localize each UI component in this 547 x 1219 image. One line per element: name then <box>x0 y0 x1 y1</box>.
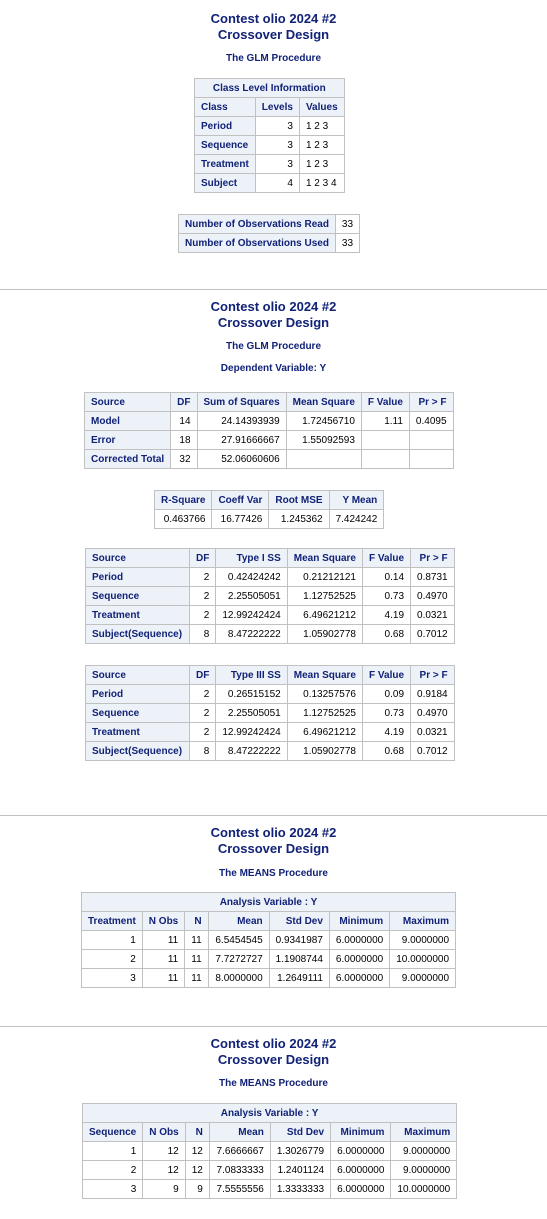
table-cell: 12.99242424 <box>216 606 287 625</box>
table-cell: 9.0000000 <box>390 969 456 988</box>
table-cell: 9.0000000 <box>391 1142 457 1161</box>
table-cell: 6.49621212 <box>287 606 362 625</box>
table-cell: 3 <box>82 969 143 988</box>
table-cell: 9 <box>143 1180 185 1199</box>
table-row <box>86 568 455 587</box>
table-cell: 1 <box>82 931 143 950</box>
table-cell: 11 <box>185 969 208 988</box>
table-cell: 2 <box>82 950 143 969</box>
table-cell: 6.0000000 <box>329 950 389 969</box>
table-cell: 0.8731 <box>411 568 455 587</box>
table-cell: 12 <box>143 1142 185 1161</box>
fit-statistics-table <box>154 490 384 529</box>
table-row <box>86 685 455 704</box>
table-cell: 1 2 3 <box>299 136 344 155</box>
table-cell: 12 <box>185 1161 209 1180</box>
table-row <box>85 412 454 431</box>
table-cell: 0.0321 <box>411 606 455 625</box>
row-header: Number of Observations Used <box>179 234 336 253</box>
table-cell: 0.68 <box>363 625 411 644</box>
table-cell: 1.05902778 <box>287 625 362 644</box>
report-section-2 <box>0 299 547 374</box>
table-caption: Analysis Variable : Y <box>82 893 456 912</box>
table-cell: 1.72456710 <box>286 412 361 431</box>
column-header: Source <box>85 393 171 412</box>
table-cell: 1.2649111 <box>269 969 329 988</box>
table-cell: 0.42424242 <box>216 568 287 587</box>
column-header: F Value <box>363 666 411 685</box>
row-header: Subject <box>195 174 256 193</box>
column-header: Levels <box>255 98 299 117</box>
column-header: Pr > F <box>411 666 455 685</box>
row-header: Period <box>86 568 190 587</box>
column-header: N Obs <box>143 1123 185 1142</box>
section-divider <box>0 289 547 290</box>
table-cell: 0.9184 <box>411 685 455 704</box>
table-row <box>82 969 456 988</box>
section-divider <box>0 815 547 816</box>
class-level-table <box>194 78 345 193</box>
table-cell: 1.12752525 <box>287 587 362 606</box>
report-title: Contest olio 2024 #2 <box>210 11 337 26</box>
table-cell: 2 <box>190 606 216 625</box>
procedure-name: The MEANS Procedure <box>219 868 328 879</box>
table-cell: 1.3026779 <box>270 1142 330 1161</box>
table-row <box>83 1161 457 1180</box>
table-cell: 0.9341987 <box>269 931 329 950</box>
table-cell: 2.25505051 <box>216 587 287 606</box>
table-row <box>195 136 345 155</box>
type1-ss-table <box>85 548 455 644</box>
column-header: Treatment <box>82 912 143 931</box>
table-cell <box>286 450 361 469</box>
table-cell: 1.55092593 <box>286 431 361 450</box>
table-cell: 12 <box>185 1142 209 1161</box>
report-subtitle: Crossover Design <box>217 1052 330 1067</box>
table-cell: 0.14 <box>363 568 411 587</box>
table-cell: 9.0000000 <box>391 1161 457 1180</box>
table-cell: 3 <box>255 155 299 174</box>
table-cell: 0.463766 <box>155 510 212 529</box>
column-header: N Obs <box>142 912 184 931</box>
report-title: Contest olio 2024 #2 <box>210 825 337 840</box>
table-cell: 1.1908744 <box>269 950 329 969</box>
table-caption: Class Level Information <box>195 79 345 98</box>
table-cell: 12 <box>143 1161 185 1180</box>
table-cell: 6.0000000 <box>329 969 389 988</box>
report-section-3 <box>0 825 547 879</box>
column-header: Minimum <box>329 912 389 931</box>
table-caption: Analysis Variable : Y <box>83 1104 457 1123</box>
table-cell: 8.47222222 <box>216 625 287 644</box>
table-cell: 6.0000000 <box>329 931 389 950</box>
table-cell: 1.11 <box>361 412 409 431</box>
table-cell: 1.3333333 <box>270 1180 330 1199</box>
report-subtitle: Crossover Design <box>217 27 330 42</box>
table-cell: 0.7012 <box>411 625 455 644</box>
table-cell: 1.12752525 <box>287 704 362 723</box>
column-header: Maximum <box>391 1123 457 1142</box>
table-cell: 2 <box>83 1161 143 1180</box>
table-cell: 3 <box>255 136 299 155</box>
table-cell <box>361 431 409 450</box>
column-header: Mean Square <box>286 393 361 412</box>
column-header: Type III SS <box>216 666 287 685</box>
table-cell: 0.68 <box>363 742 411 761</box>
column-header: F Value <box>361 393 409 412</box>
table-cell: 4.19 <box>363 606 411 625</box>
table-row <box>195 174 345 193</box>
column-header: Std Dev <box>270 1123 330 1142</box>
table-cell: 0.73 <box>363 704 411 723</box>
table-row <box>85 450 454 469</box>
column-header: N <box>185 1123 209 1142</box>
table-cell: 24.14393939 <box>197 412 286 431</box>
observations-table <box>178 214 360 253</box>
column-header: Values <box>299 98 344 117</box>
table-cell: 6.0000000 <box>331 1161 391 1180</box>
table-cell: 0.4970 <box>411 587 455 606</box>
row-header: Number of Observations Read <box>179 215 336 234</box>
row-header: Corrected Total <box>85 450 171 469</box>
column-header: Mean <box>208 912 269 931</box>
row-header: Sequence <box>195 136 256 155</box>
table-cell: 0.21212121 <box>287 568 362 587</box>
column-header: Class <box>195 98 256 117</box>
column-header: Mean Square <box>287 549 362 568</box>
report-section-4 <box>0 1036 547 1089</box>
row-header: Treatment <box>86 606 190 625</box>
table-cell: 11 <box>185 931 208 950</box>
table-cell: 0.4970 <box>411 704 455 723</box>
table-cell: 16.77426 <box>212 510 269 529</box>
report-subtitle: Crossover Design <box>217 841 330 856</box>
table-cell: 2 <box>190 568 216 587</box>
table-cell: 32 <box>171 450 197 469</box>
table-cell: 12.99242424 <box>216 723 287 742</box>
table-cell: 10.0000000 <box>391 1180 457 1199</box>
table-cell: 52.06060606 <box>197 450 286 469</box>
row-header: Treatment <box>195 155 256 174</box>
table-cell: 2.25505051 <box>216 704 287 723</box>
table-cell: 0.09 <box>363 685 411 704</box>
report-title: Contest olio 2024 #2 <box>210 299 337 314</box>
table-cell: 1.05902778 <box>287 742 362 761</box>
section-divider <box>0 1026 547 1027</box>
table-cell: 6.5454545 <box>208 931 269 950</box>
procedure-name: The GLM Procedure <box>225 341 321 352</box>
table-row <box>86 742 455 761</box>
table-cell: 9 <box>185 1180 209 1199</box>
table-cell: 0.7012 <box>411 742 455 761</box>
means-by-treatment-table <box>81 892 456 988</box>
column-header: Coeff Var <box>212 491 269 510</box>
table-cell: 0.13257576 <box>287 685 362 704</box>
table-cell: 2 <box>190 685 216 704</box>
column-header: Std Dev <box>269 912 329 931</box>
table-row <box>85 431 454 450</box>
table-row <box>195 117 345 136</box>
row-header: Model <box>85 412 171 431</box>
table-cell: 4.19 <box>363 723 411 742</box>
table-row <box>86 625 455 644</box>
report-subtitle: Crossover Design <box>217 315 330 330</box>
table-cell: 7.0833333 <box>209 1161 270 1180</box>
table-cell <box>409 450 453 469</box>
table-cell: 2 <box>190 723 216 742</box>
table-cell: 11 <box>142 969 184 988</box>
table-cell: 3 <box>255 117 299 136</box>
table-row <box>83 1142 457 1161</box>
table-cell: 1 <box>83 1142 143 1161</box>
column-header: R-Square <box>155 491 212 510</box>
table-cell: 1 2 3 <box>299 155 344 174</box>
table-cell: 1.2401124 <box>270 1161 330 1180</box>
table-cell <box>409 431 453 450</box>
table-cell: 7.6666667 <box>209 1142 270 1161</box>
column-header: Mean Square <box>287 666 362 685</box>
column-header: N <box>185 912 208 931</box>
column-header: Pr > F <box>411 549 455 568</box>
table-cell: 6.0000000 <box>331 1142 391 1161</box>
table-cell <box>361 450 409 469</box>
report-section-1 <box>0 11 547 64</box>
row-header: Error <box>85 431 171 450</box>
column-header: DF <box>190 549 216 568</box>
row-header: Treatment <box>86 723 190 742</box>
table-cell: 8 <box>190 625 216 644</box>
column-header: Sequence <box>83 1123 143 1142</box>
type3-ss-table <box>85 665 455 761</box>
table-cell: 14 <box>171 412 197 431</box>
row-header: Subject(Sequence) <box>86 625 190 644</box>
column-header: DF <box>190 666 216 685</box>
table-cell: 8.0000000 <box>208 969 269 988</box>
table-cell: 7.5555556 <box>209 1180 270 1199</box>
table-row <box>179 234 360 253</box>
dependent-variable: Dependent Variable: Y <box>220 363 327 374</box>
column-header: Type I SS <box>216 549 287 568</box>
column-header: F Value <box>363 549 411 568</box>
table-cell: 6.0000000 <box>331 1180 391 1199</box>
table-row <box>86 723 455 742</box>
column-header: Maximum <box>390 912 456 931</box>
table-cell: 9.0000000 <box>390 931 456 950</box>
row-header: Period <box>195 117 256 136</box>
table-cell: 7.7272727 <box>208 950 269 969</box>
table-row <box>86 704 455 723</box>
row-header: Period <box>86 685 190 704</box>
anova-table <box>84 392 454 469</box>
table-cell: 2 <box>190 704 216 723</box>
column-header: Sum of Squares <box>197 393 286 412</box>
table-cell: 11 <box>142 950 184 969</box>
table-row <box>86 587 455 606</box>
table-cell: 33 <box>335 215 359 234</box>
row-header: Sequence <box>86 704 190 723</box>
column-header: Minimum <box>331 1123 391 1142</box>
means-by-sequence-table <box>82 1103 457 1199</box>
column-header: Y Mean <box>329 491 384 510</box>
table-cell: 0.0321 <box>411 723 455 742</box>
table-cell: 8.47222222 <box>216 742 287 761</box>
table-cell: 3 <box>83 1180 143 1199</box>
row-header: Subject(Sequence) <box>86 742 190 761</box>
table-row <box>195 155 345 174</box>
table-row <box>82 950 456 969</box>
table-cell: 1 2 3 4 <box>299 174 344 193</box>
column-header: Pr > F <box>409 393 453 412</box>
table-cell: 27.91666667 <box>197 431 286 450</box>
table-cell: 2 <box>190 587 216 606</box>
table-cell: 18 <box>171 431 197 450</box>
table-row <box>86 606 455 625</box>
table-row <box>155 510 384 529</box>
column-header: Source <box>86 549 190 568</box>
table-cell: 0.73 <box>363 587 411 606</box>
column-header: Mean <box>209 1123 270 1142</box>
table-cell: 1.245362 <box>269 510 329 529</box>
column-header: DF <box>171 393 197 412</box>
table-cell: 1 2 3 <box>299 117 344 136</box>
column-header: Source <box>86 666 190 685</box>
table-cell: 0.26515152 <box>216 685 287 704</box>
table-cell: 4 <box>255 174 299 193</box>
table-row <box>179 215 360 234</box>
table-row <box>83 1180 457 1199</box>
table-row <box>82 931 456 950</box>
report-title: Contest olio 2024 #2 <box>210 1036 337 1051</box>
table-cell: 8 <box>190 742 216 761</box>
table-cell: 33 <box>335 234 359 253</box>
table-cell: 10.0000000 <box>390 950 456 969</box>
table-cell: 11 <box>142 931 184 950</box>
table-cell: 6.49621212 <box>287 723 362 742</box>
procedure-name: The MEANS Procedure <box>219 1078 328 1089</box>
table-cell: 7.424242 <box>329 510 384 529</box>
table-cell: 0.4095 <box>409 412 453 431</box>
row-header: Sequence <box>86 587 190 606</box>
procedure-name: The GLM Procedure <box>225 53 321 64</box>
table-cell: 11 <box>185 950 208 969</box>
column-header: Root MSE <box>269 491 329 510</box>
